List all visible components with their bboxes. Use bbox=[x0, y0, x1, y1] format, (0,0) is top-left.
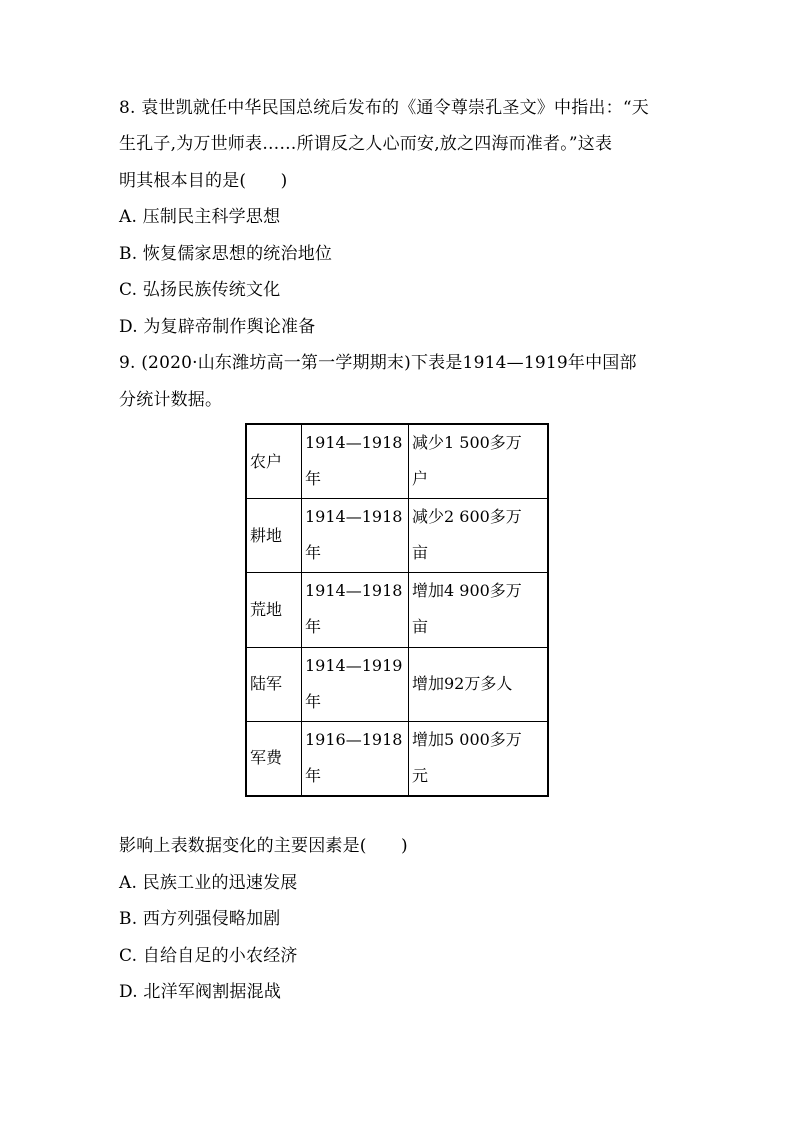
table-row bbox=[246, 573, 548, 647]
period-end-text: 年 bbox=[305, 765, 322, 785]
table-row bbox=[246, 721, 548, 796]
q9-question-stem: 影响上表数据变化的主要因素是( ) bbox=[119, 836, 408, 856]
table-cell-change bbox=[409, 573, 549, 647]
q8-option-d: D. 为复辟帝制作舆论准备 bbox=[119, 317, 316, 337]
q8-stem-line-2: 生孔子,为万世师表……所谓反之人心而安,放之四海而准者。”这表 bbox=[119, 134, 613, 154]
period-end-text: 年 bbox=[305, 691, 322, 711]
q8-option-a: A. 压制民主科学思想 bbox=[119, 207, 281, 227]
period-end-text: 年 bbox=[305, 617, 322, 637]
q8-stem-line-1: 8. 袁世凯就任中华民国总统后发布的《通令尊崇孔圣文》中指出：“天 bbox=[119, 98, 649, 118]
table-row bbox=[246, 424, 548, 499]
period-start-text: 1914—1918 bbox=[305, 433, 403, 452]
table-cell-item: 耕地 bbox=[246, 499, 302, 573]
period-start-text: 1916—1918 bbox=[305, 729, 403, 749]
period-start-text: 1914—1918 bbox=[305, 507, 403, 527]
change-unit-text: 亩 bbox=[412, 617, 429, 637]
table-cell-change bbox=[409, 647, 549, 721]
table-cell-item: 农户 bbox=[246, 424, 302, 499]
q9-option-a: A. 民族工业的迅速发展 bbox=[119, 873, 298, 893]
q9-stem-line-2: 分统计数据。 bbox=[119, 390, 223, 410]
table-cell-change bbox=[409, 424, 549, 499]
table-cell-period bbox=[302, 647, 409, 721]
table-cell-change bbox=[409, 499, 549, 573]
table-cell-period bbox=[302, 424, 409, 499]
change-text: 减少1 500多万 bbox=[412, 433, 522, 452]
table-cell-period bbox=[302, 499, 409, 573]
statistics-table-container bbox=[245, 423, 549, 797]
table-row bbox=[246, 499, 548, 573]
period-end-text: 年 bbox=[305, 543, 322, 563]
table-cell-item: 军费 bbox=[246, 721, 302, 796]
q8-option-b: B. 恢复儒家思想的统治地位 bbox=[119, 244, 333, 264]
change-text: 减少2 600多万 bbox=[412, 507, 522, 527]
table-cell-item: 荒地 bbox=[246, 573, 302, 647]
period-start-text: 1914—1918 bbox=[305, 581, 403, 601]
table-cell-change bbox=[409, 721, 549, 796]
period-start-text: 1914—1919 bbox=[305, 655, 403, 675]
change-text: 增加5 000多万 bbox=[412, 729, 522, 749]
table-cell-period bbox=[302, 721, 409, 796]
change-text: 增加92万多人 bbox=[412, 674, 513, 694]
q8-stem-line-3: 明其根本目的是( ) bbox=[119, 171, 288, 191]
change-unit-text: 户 bbox=[412, 469, 429, 488]
change-text: 增加4 900多万 bbox=[412, 581, 522, 601]
q9-stem-line-1: 9. (2020·山东潍坊高一第一学期期末)下表是1914—1919年中国部 bbox=[119, 353, 637, 373]
change-unit-text: 元 bbox=[412, 765, 429, 785]
table-cell-item: 陆军 bbox=[246, 647, 302, 721]
q9-option-d: D. 北洋军阀割据混战 bbox=[119, 982, 282, 1002]
q9-option-b: B. 西方列强侵略加剧 bbox=[119, 909, 281, 929]
q8-option-c: C. 弘扬民族传统文化 bbox=[119, 280, 281, 300]
table-row bbox=[246, 647, 548, 721]
change-unit-text: 亩 bbox=[412, 543, 429, 563]
q9-option-c: C. 自给自足的小农经济 bbox=[119, 946, 298, 966]
statistics-table bbox=[245, 423, 549, 797]
period-end-text: 年 bbox=[305, 469, 322, 488]
table-cell-period bbox=[302, 573, 409, 647]
